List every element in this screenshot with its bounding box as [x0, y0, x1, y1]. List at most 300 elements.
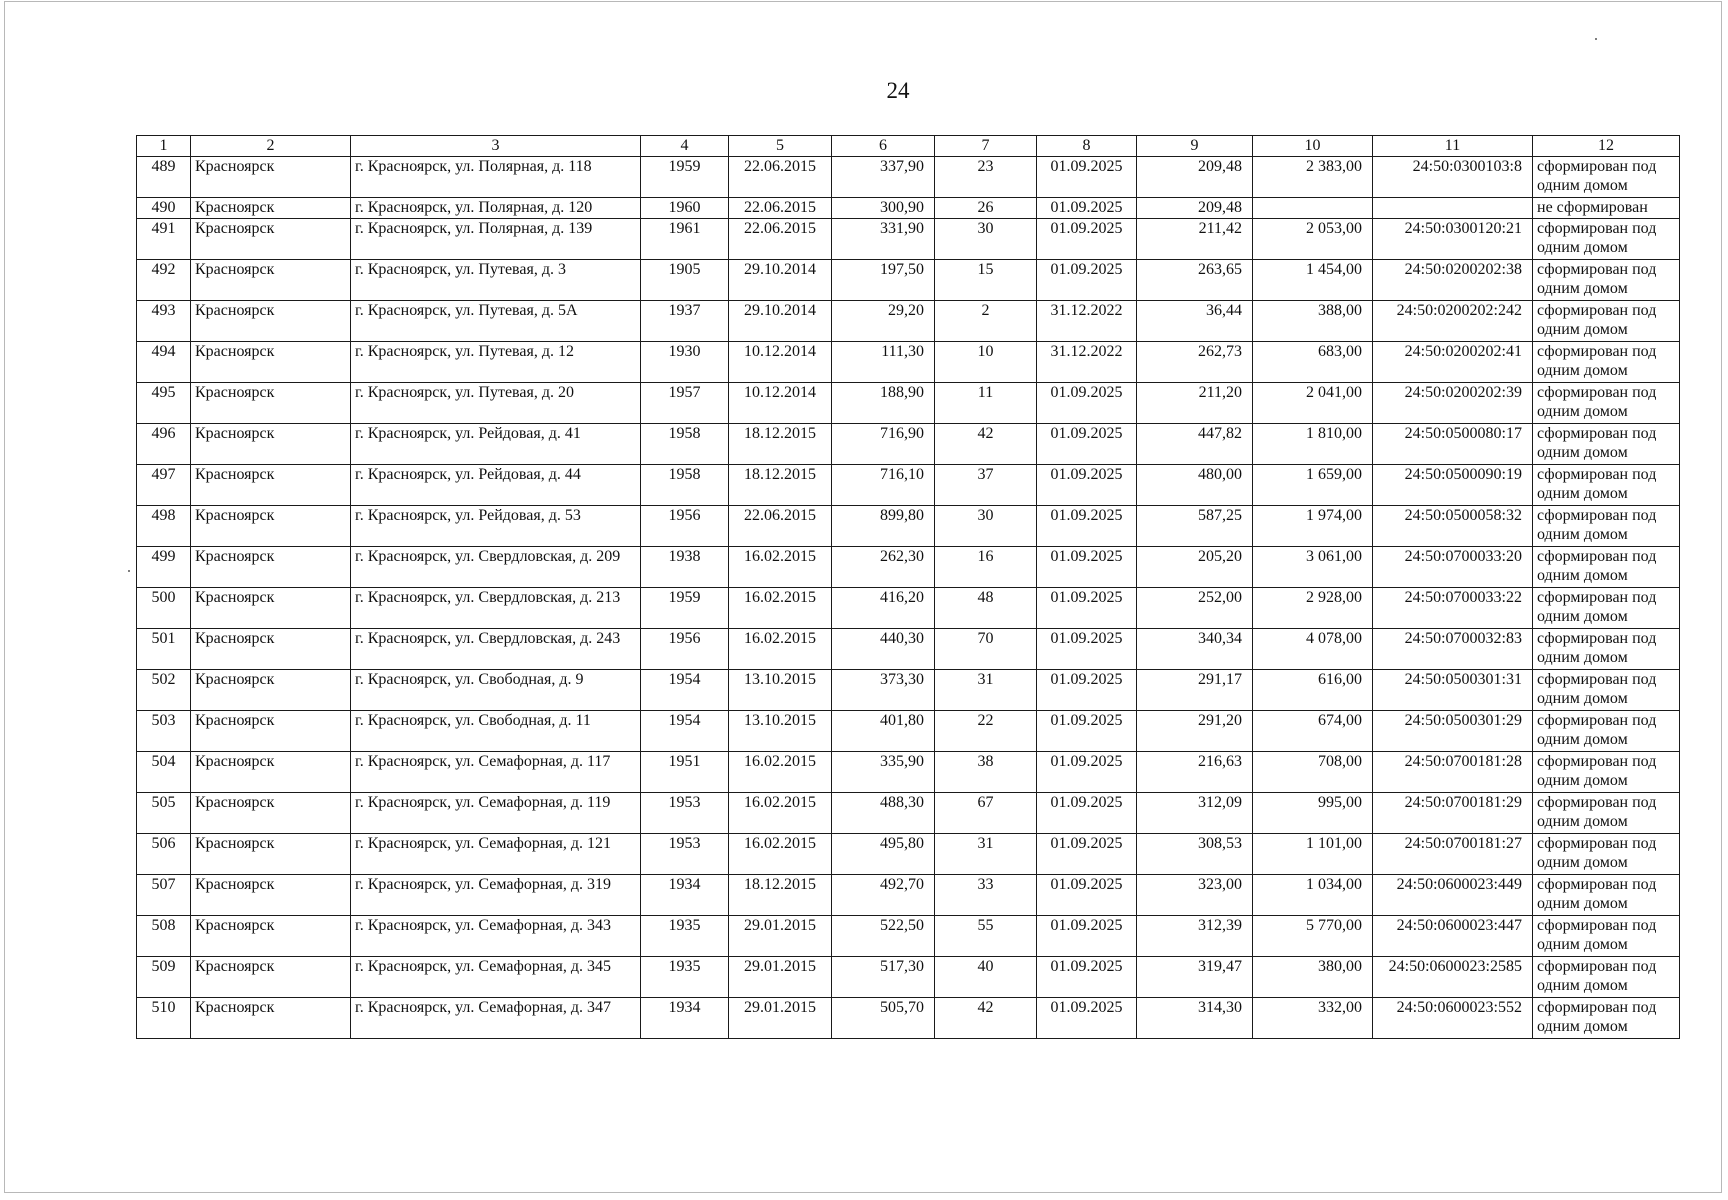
column-header: 7: [935, 136, 1037, 157]
land-area-cell: 5 770,00: [1253, 916, 1373, 957]
land-area-cell: 2 928,00: [1253, 588, 1373, 629]
land-status-cell: сформирован под одним домом: [1533, 219, 1680, 260]
table-row: [137, 793, 1680, 834]
cadastral-number-cell: 24:50:0300103:8: [1373, 157, 1533, 198]
address-cell: г. Красноярск, ул. Свободная, д. 9: [351, 670, 641, 711]
area-cell: 440,30: [832, 629, 935, 670]
cadastral-number-cell: [1373, 198, 1533, 219]
table-row: [137, 957, 1680, 998]
cadastral-number-cell: 24:50:0600023:449: [1373, 875, 1533, 916]
deadline-cell: 01.09.2025: [1037, 588, 1137, 629]
survey-date-cell: 18.12.2015: [729, 465, 832, 506]
land-status-cell: сформирован под одним домом: [1533, 711, 1680, 752]
address-cell: г. Красноярск, ул. Рейдовая, д. 53: [351, 506, 641, 547]
year-built-cell: 1935: [641, 957, 729, 998]
column-header: 1: [137, 136, 191, 157]
area-cell: 495,80: [832, 834, 935, 875]
land-area-cell: 1 659,00: [1253, 465, 1373, 506]
survey-date-cell: 29.01.2015: [729, 957, 832, 998]
table-row: [137, 219, 1680, 260]
land-area-cell: 4 078,00: [1253, 629, 1373, 670]
residents-cell: 11: [935, 383, 1037, 424]
address-cell: г. Красноярск, ул. Путевая, д. 12: [351, 342, 641, 383]
residents-cell: 26: [935, 198, 1037, 219]
land-status-cell: сформирован под одним домом: [1533, 834, 1680, 875]
row-number-cell: 510: [137, 998, 191, 1039]
year-built-cell: 1956: [641, 506, 729, 547]
cadastral-number-cell: 24:50:0700181:29: [1373, 793, 1533, 834]
address-cell: г. Красноярск, ул. Рейдовая, д. 44: [351, 465, 641, 506]
survey-date-cell: 13.10.2015: [729, 670, 832, 711]
table-row: [137, 588, 1680, 629]
land-status-cell: сформирован под одним домом: [1533, 506, 1680, 547]
row-number-cell: 502: [137, 670, 191, 711]
deadline-cell: 01.09.2025: [1037, 916, 1137, 957]
locality-cell: Красноярск: [191, 588, 351, 629]
row-number-cell: 504: [137, 752, 191, 793]
survey-date-cell: 16.02.2015: [729, 588, 832, 629]
locality-cell: Красноярск: [191, 547, 351, 588]
column-header: 8: [1037, 136, 1137, 157]
cadastral-number-cell: 24:50:0200202:41: [1373, 342, 1533, 383]
land-area-cell: 995,00: [1253, 793, 1373, 834]
address-cell: г. Красноярск, ул. Семафорная, д. 119: [351, 793, 641, 834]
scan-speck: [128, 570, 130, 572]
locality-cell: Красноярск: [191, 916, 351, 957]
living-area-cell: 314,30: [1137, 998, 1253, 1039]
area-cell: 335,90: [832, 752, 935, 793]
table-row: [137, 875, 1680, 916]
locality-cell: Красноярск: [191, 998, 351, 1039]
year-built-cell: 1958: [641, 424, 729, 465]
land-area-cell: 1 101,00: [1253, 834, 1373, 875]
survey-date-cell: 10.12.2014: [729, 383, 832, 424]
deadline-cell: 01.09.2025: [1037, 793, 1137, 834]
living-area-cell: 480,00: [1137, 465, 1253, 506]
cadastral-number-cell: 24:50:0500301:31: [1373, 670, 1533, 711]
deadline-cell: 01.09.2025: [1037, 834, 1137, 875]
year-built-cell: 1934: [641, 998, 729, 1039]
column-header: 9: [1137, 136, 1253, 157]
living-area-cell: 319,47: [1137, 957, 1253, 998]
residents-cell: 31: [935, 834, 1037, 875]
row-number-cell: 500: [137, 588, 191, 629]
living-area-cell: 308,53: [1137, 834, 1253, 875]
deadline-cell: 01.09.2025: [1037, 157, 1137, 198]
area-cell: 505,70: [832, 998, 935, 1039]
cadastral-number-cell: 24:50:0700033:22: [1373, 588, 1533, 629]
row-number-cell: 503: [137, 711, 191, 752]
table-row: [137, 301, 1680, 342]
deadline-cell: 01.09.2025: [1037, 957, 1137, 998]
locality-cell: Красноярск: [191, 342, 351, 383]
area-cell: 522,50: [832, 916, 935, 957]
table-row: [137, 260, 1680, 301]
residents-cell: 15: [935, 260, 1037, 301]
address-cell: г. Красноярск, ул. Семафорная, д. 121: [351, 834, 641, 875]
land-area-cell: 1 974,00: [1253, 506, 1373, 547]
area-cell: 716,10: [832, 465, 935, 506]
column-header: 4: [641, 136, 729, 157]
land-area-cell: 1 810,00: [1253, 424, 1373, 465]
address-cell: г. Красноярск, ул. Семафорная, д. 343: [351, 916, 641, 957]
address-cell: г. Красноярск, ул. Свердловская, д. 209: [351, 547, 641, 588]
year-built-cell: 1961: [641, 219, 729, 260]
area-cell: 197,50: [832, 260, 935, 301]
row-number-cell: 493: [137, 301, 191, 342]
survey-date-cell: 22.06.2015: [729, 198, 832, 219]
address-cell: г. Красноярск, ул. Путевая, д. 20: [351, 383, 641, 424]
year-built-cell: 1957: [641, 383, 729, 424]
survey-date-cell: 16.02.2015: [729, 629, 832, 670]
table-row: [137, 916, 1680, 957]
deadline-cell: 01.09.2025: [1037, 506, 1137, 547]
year-built-cell: 1959: [641, 588, 729, 629]
year-built-cell: 1905: [641, 260, 729, 301]
table-row: [137, 157, 1680, 198]
row-number-cell: 509: [137, 957, 191, 998]
residents-cell: 22: [935, 711, 1037, 752]
land-status-cell: сформирован под одним домом: [1533, 998, 1680, 1039]
year-built-cell: 1958: [641, 465, 729, 506]
land-area-cell: 2 041,00: [1253, 383, 1373, 424]
row-number-cell: 506: [137, 834, 191, 875]
residents-cell: 33: [935, 875, 1037, 916]
land-area-cell: 332,00: [1253, 998, 1373, 1039]
residents-cell: 42: [935, 998, 1037, 1039]
locality-cell: Красноярск: [191, 219, 351, 260]
area-cell: 899,80: [832, 506, 935, 547]
area-cell: 517,30: [832, 957, 935, 998]
land-area-cell: 1 034,00: [1253, 875, 1373, 916]
address-cell: г. Красноярск, ул. Путевая, д. 3: [351, 260, 641, 301]
cadastral-number-cell: 24:50:0500080:17: [1373, 424, 1533, 465]
cadastral-number-cell: 24:50:0200202:38: [1373, 260, 1533, 301]
deadline-cell: 01.09.2025: [1037, 198, 1137, 219]
row-number-cell: 501: [137, 629, 191, 670]
column-header: 3: [351, 136, 641, 157]
locality-cell: Красноярск: [191, 198, 351, 219]
land-status-cell: сформирован под одним домом: [1533, 793, 1680, 834]
survey-date-cell: 18.12.2015: [729, 424, 832, 465]
cadastral-number-cell: 24:50:0500090:19: [1373, 465, 1533, 506]
table-row: [137, 198, 1680, 219]
area-cell: 373,30: [832, 670, 935, 711]
page-number: 24: [886, 78, 910, 103]
cadastral-number-cell: 24:50:0500058:32: [1373, 506, 1533, 547]
deadline-cell: 01.09.2025: [1037, 670, 1137, 711]
row-number-cell: 496: [137, 424, 191, 465]
area-cell: 416,20: [832, 588, 935, 629]
row-number-cell: 495: [137, 383, 191, 424]
survey-date-cell: 29.10.2014: [729, 260, 832, 301]
survey-date-cell: 16.02.2015: [729, 834, 832, 875]
year-built-cell: 1954: [641, 670, 729, 711]
living-area-cell: 262,73: [1137, 342, 1253, 383]
area-cell: 337,90: [832, 157, 935, 198]
land-status-cell: сформирован под одним домом: [1533, 670, 1680, 711]
locality-cell: Красноярск: [191, 793, 351, 834]
table-row: [137, 383, 1680, 424]
table-row: [137, 342, 1680, 383]
column-header: 6: [832, 136, 935, 157]
year-built-cell: 1934: [641, 875, 729, 916]
land-area-cell: 616,00: [1253, 670, 1373, 711]
land-area-cell: [1253, 198, 1373, 219]
year-built-cell: 1960: [641, 198, 729, 219]
table-row: [137, 424, 1680, 465]
area-cell: 401,80: [832, 711, 935, 752]
year-built-cell: 1937: [641, 301, 729, 342]
living-area-cell: 36,44: [1137, 301, 1253, 342]
row-number-cell: 489: [137, 157, 191, 198]
land-status-cell: сформирован под одним домом: [1533, 383, 1680, 424]
living-area-cell: 211,42: [1137, 219, 1253, 260]
residents-cell: 30: [935, 506, 1037, 547]
locality-cell: Красноярск: [191, 301, 351, 342]
address-cell: г. Красноярск, ул. Полярная, д. 118: [351, 157, 641, 198]
residents-cell: 2: [935, 301, 1037, 342]
survey-date-cell: 16.02.2015: [729, 547, 832, 588]
land-area-cell: 674,00: [1253, 711, 1373, 752]
locality-cell: Красноярск: [191, 383, 351, 424]
locality-cell: Красноярск: [191, 834, 351, 875]
residents-cell: 37: [935, 465, 1037, 506]
address-cell: г. Красноярск, ул. Путевая, д. 5А: [351, 301, 641, 342]
survey-date-cell: 16.02.2015: [729, 752, 832, 793]
land-status-cell: сформирован под одним домом: [1533, 957, 1680, 998]
address-cell: г. Красноярск, ул. Рейдовая, д. 41: [351, 424, 641, 465]
table-row: [137, 834, 1680, 875]
area-cell: 488,30: [832, 793, 935, 834]
row-number-cell: 505: [137, 793, 191, 834]
area-cell: 111,30: [832, 342, 935, 383]
row-number-cell: 491: [137, 219, 191, 260]
cadastral-number-cell: 24:50:0600023:2585: [1373, 957, 1533, 998]
locality-cell: Красноярск: [191, 957, 351, 998]
address-cell: г. Красноярск, ул. Свердловская, д. 213: [351, 588, 641, 629]
land-status-cell: сформирован под одним домом: [1533, 342, 1680, 383]
cadastral-number-cell: 24:50:0700181:28: [1373, 752, 1533, 793]
scan-speck: [1595, 38, 1597, 40]
residents-cell: 67: [935, 793, 1037, 834]
deadline-cell: 01.09.2025: [1037, 260, 1137, 301]
land-area-cell: 3 061,00: [1253, 547, 1373, 588]
land-status-cell: сформирован под одним домом: [1533, 301, 1680, 342]
address-cell: г. Красноярск, ул. Свободная, д. 11: [351, 711, 641, 752]
land-area-cell: 388,00: [1253, 301, 1373, 342]
locality-cell: Красноярск: [191, 465, 351, 506]
survey-date-cell: 22.06.2015: [729, 506, 832, 547]
table-row: [137, 752, 1680, 793]
table-row: [137, 998, 1680, 1039]
living-area-cell: 211,20: [1137, 383, 1253, 424]
deadline-cell: 31.12.2022: [1037, 342, 1137, 383]
cadastral-number-cell: 24:50:0600023:447: [1373, 916, 1533, 957]
row-number-cell: 507: [137, 875, 191, 916]
registry-body: [137, 157, 1680, 1039]
year-built-cell: 1956: [641, 629, 729, 670]
column-header: 12: [1533, 136, 1680, 157]
land-status-cell: сформирован под одним домом: [1533, 547, 1680, 588]
cadastral-number-cell: 24:50:0700033:20: [1373, 547, 1533, 588]
deadline-cell: 01.09.2025: [1037, 219, 1137, 260]
locality-cell: Красноярск: [191, 260, 351, 301]
land-status-cell: сформирован под одним домом: [1533, 916, 1680, 957]
year-built-cell: 1938: [641, 547, 729, 588]
column-header: 10: [1253, 136, 1373, 157]
living-area-cell: 209,48: [1137, 157, 1253, 198]
living-area-cell: 252,00: [1137, 588, 1253, 629]
row-number-cell: 498: [137, 506, 191, 547]
address-cell: г. Красноярск, ул. Семафорная, д. 347: [351, 998, 641, 1039]
living-area-cell: 340,34: [1137, 629, 1253, 670]
area-cell: 300,90: [832, 198, 935, 219]
table-row: [137, 629, 1680, 670]
year-built-cell: 1953: [641, 834, 729, 875]
column-header: 5: [729, 136, 832, 157]
living-area-cell: 447,82: [1137, 424, 1253, 465]
residents-cell: 30: [935, 219, 1037, 260]
table-row: [137, 547, 1680, 588]
column-header: 2: [191, 136, 351, 157]
year-built-cell: 1959: [641, 157, 729, 198]
table-row: [137, 465, 1680, 506]
deadline-cell: 01.09.2025: [1037, 752, 1137, 793]
address-cell: г. Красноярск, ул. Полярная, д. 120: [351, 198, 641, 219]
survey-date-cell: 10.12.2014: [729, 342, 832, 383]
year-built-cell: 1935: [641, 916, 729, 957]
deadline-cell: 01.09.2025: [1037, 998, 1137, 1039]
land-status-cell: сформирован под одним домом: [1533, 465, 1680, 506]
year-built-cell: 1953: [641, 793, 729, 834]
header-row: [137, 136, 1680, 157]
survey-date-cell: 29.01.2015: [729, 916, 832, 957]
cadastral-number-cell: 24:50:0600023:552: [1373, 998, 1533, 1039]
table-row: [137, 670, 1680, 711]
residents-cell: 55: [935, 916, 1037, 957]
area-cell: 716,90: [832, 424, 935, 465]
living-area-cell: 312,09: [1137, 793, 1253, 834]
residents-cell: 70: [935, 629, 1037, 670]
locality-cell: Красноярск: [191, 157, 351, 198]
row-number-cell: 494: [137, 342, 191, 383]
locality-cell: Красноярск: [191, 711, 351, 752]
residents-cell: 16: [935, 547, 1037, 588]
locality-cell: Красноярск: [191, 752, 351, 793]
deadline-cell: 01.09.2025: [1037, 711, 1137, 752]
year-built-cell: 1954: [641, 711, 729, 752]
land-area-cell: 2 053,00: [1253, 219, 1373, 260]
deadline-cell: 01.09.2025: [1037, 547, 1137, 588]
address-cell: г. Красноярск, ул. Семафорная, д. 345: [351, 957, 641, 998]
year-built-cell: 1930: [641, 342, 729, 383]
land-status-cell: сформирован под одним домом: [1533, 588, 1680, 629]
land-area-cell: 708,00: [1253, 752, 1373, 793]
living-area-cell: 209,48: [1137, 198, 1253, 219]
land-area-cell: 380,00: [1253, 957, 1373, 998]
survey-date-cell: 18.12.2015: [729, 875, 832, 916]
locality-cell: Красноярск: [191, 506, 351, 547]
survey-date-cell: 22.06.2015: [729, 157, 832, 198]
year-built-cell: 1951: [641, 752, 729, 793]
residents-cell: 31: [935, 670, 1037, 711]
survey-date-cell: 29.10.2014: [729, 301, 832, 342]
area-cell: 188,90: [832, 383, 935, 424]
residents-cell: 10: [935, 342, 1037, 383]
area-cell: 29,20: [832, 301, 935, 342]
address-cell: г. Красноярск, ул. Свердловская, д. 243: [351, 629, 641, 670]
living-area-cell: 323,00: [1137, 875, 1253, 916]
deadline-cell: 31.12.2022: [1037, 301, 1137, 342]
cadastral-number-cell: 24:50:0500301:29: [1373, 711, 1533, 752]
address-cell: г. Красноярск, ул. Полярная, д. 139: [351, 219, 641, 260]
row-number-cell: 499: [137, 547, 191, 588]
locality-cell: Красноярск: [191, 424, 351, 465]
housing-registry-table: [136, 135, 1680, 1039]
cadastral-number-cell: 24:50:0700181:27: [1373, 834, 1533, 875]
address-cell: г. Красноярск, ул. Семафорная, д. 319: [351, 875, 641, 916]
land-status-cell: сформирован под одним домом: [1533, 157, 1680, 198]
living-area-cell: 216,63: [1137, 752, 1253, 793]
deadline-cell: 01.09.2025: [1037, 465, 1137, 506]
cadastral-number-cell: 24:50:0200202:39: [1373, 383, 1533, 424]
living-area-cell: 263,65: [1137, 260, 1253, 301]
land-status-cell: сформирован под одним домом: [1533, 752, 1680, 793]
area-cell: 331,90: [832, 219, 935, 260]
column-header: 11: [1373, 136, 1533, 157]
survey-date-cell: 13.10.2015: [729, 711, 832, 752]
land-area-cell: 683,00: [1253, 342, 1373, 383]
residents-cell: 42: [935, 424, 1037, 465]
locality-cell: Красноярск: [191, 670, 351, 711]
address-cell: г. Красноярск, ул. Семафорная, д. 117: [351, 752, 641, 793]
living-area-cell: 291,20: [1137, 711, 1253, 752]
living-area-cell: 312,39: [1137, 916, 1253, 957]
residents-cell: 23: [935, 157, 1037, 198]
locality-cell: Красноярск: [191, 875, 351, 916]
living-area-cell: 205,20: [1137, 547, 1253, 588]
land-status-cell: сформирован под одним домом: [1533, 629, 1680, 670]
area-cell: 492,70: [832, 875, 935, 916]
deadline-cell: 01.09.2025: [1037, 383, 1137, 424]
residents-cell: 40: [935, 957, 1037, 998]
row-number-cell: 508: [137, 916, 191, 957]
cadastral-number-cell: 24:50:0200202:242: [1373, 301, 1533, 342]
deadline-cell: 01.09.2025: [1037, 875, 1137, 916]
row-number-cell: 492: [137, 260, 191, 301]
living-area-cell: 587,25: [1137, 506, 1253, 547]
survey-date-cell: 16.02.2015: [729, 793, 832, 834]
table-row: [137, 711, 1680, 752]
land-area-cell: 1 454,00: [1253, 260, 1373, 301]
land-status-cell: не сформирован: [1533, 198, 1680, 219]
land-status-cell: сформирован под одним домом: [1533, 424, 1680, 465]
survey-date-cell: 29.01.2015: [729, 998, 832, 1039]
survey-date-cell: 22.06.2015: [729, 219, 832, 260]
area-cell: 262,30: [832, 547, 935, 588]
living-area-cell: 291,17: [1137, 670, 1253, 711]
table-row: [137, 506, 1680, 547]
cadastral-number-cell: 24:50:0700032:83: [1373, 629, 1533, 670]
residents-cell: 38: [935, 752, 1037, 793]
residents-cell: 48: [935, 588, 1037, 629]
locality-cell: Красноярск: [191, 629, 351, 670]
land-status-cell: сформирован под одним домом: [1533, 875, 1680, 916]
land-area-cell: 2 383,00: [1253, 157, 1373, 198]
cadastral-number-cell: 24:50:0300120:21: [1373, 219, 1533, 260]
land-status-cell: сформирован под одним домом: [1533, 260, 1680, 301]
